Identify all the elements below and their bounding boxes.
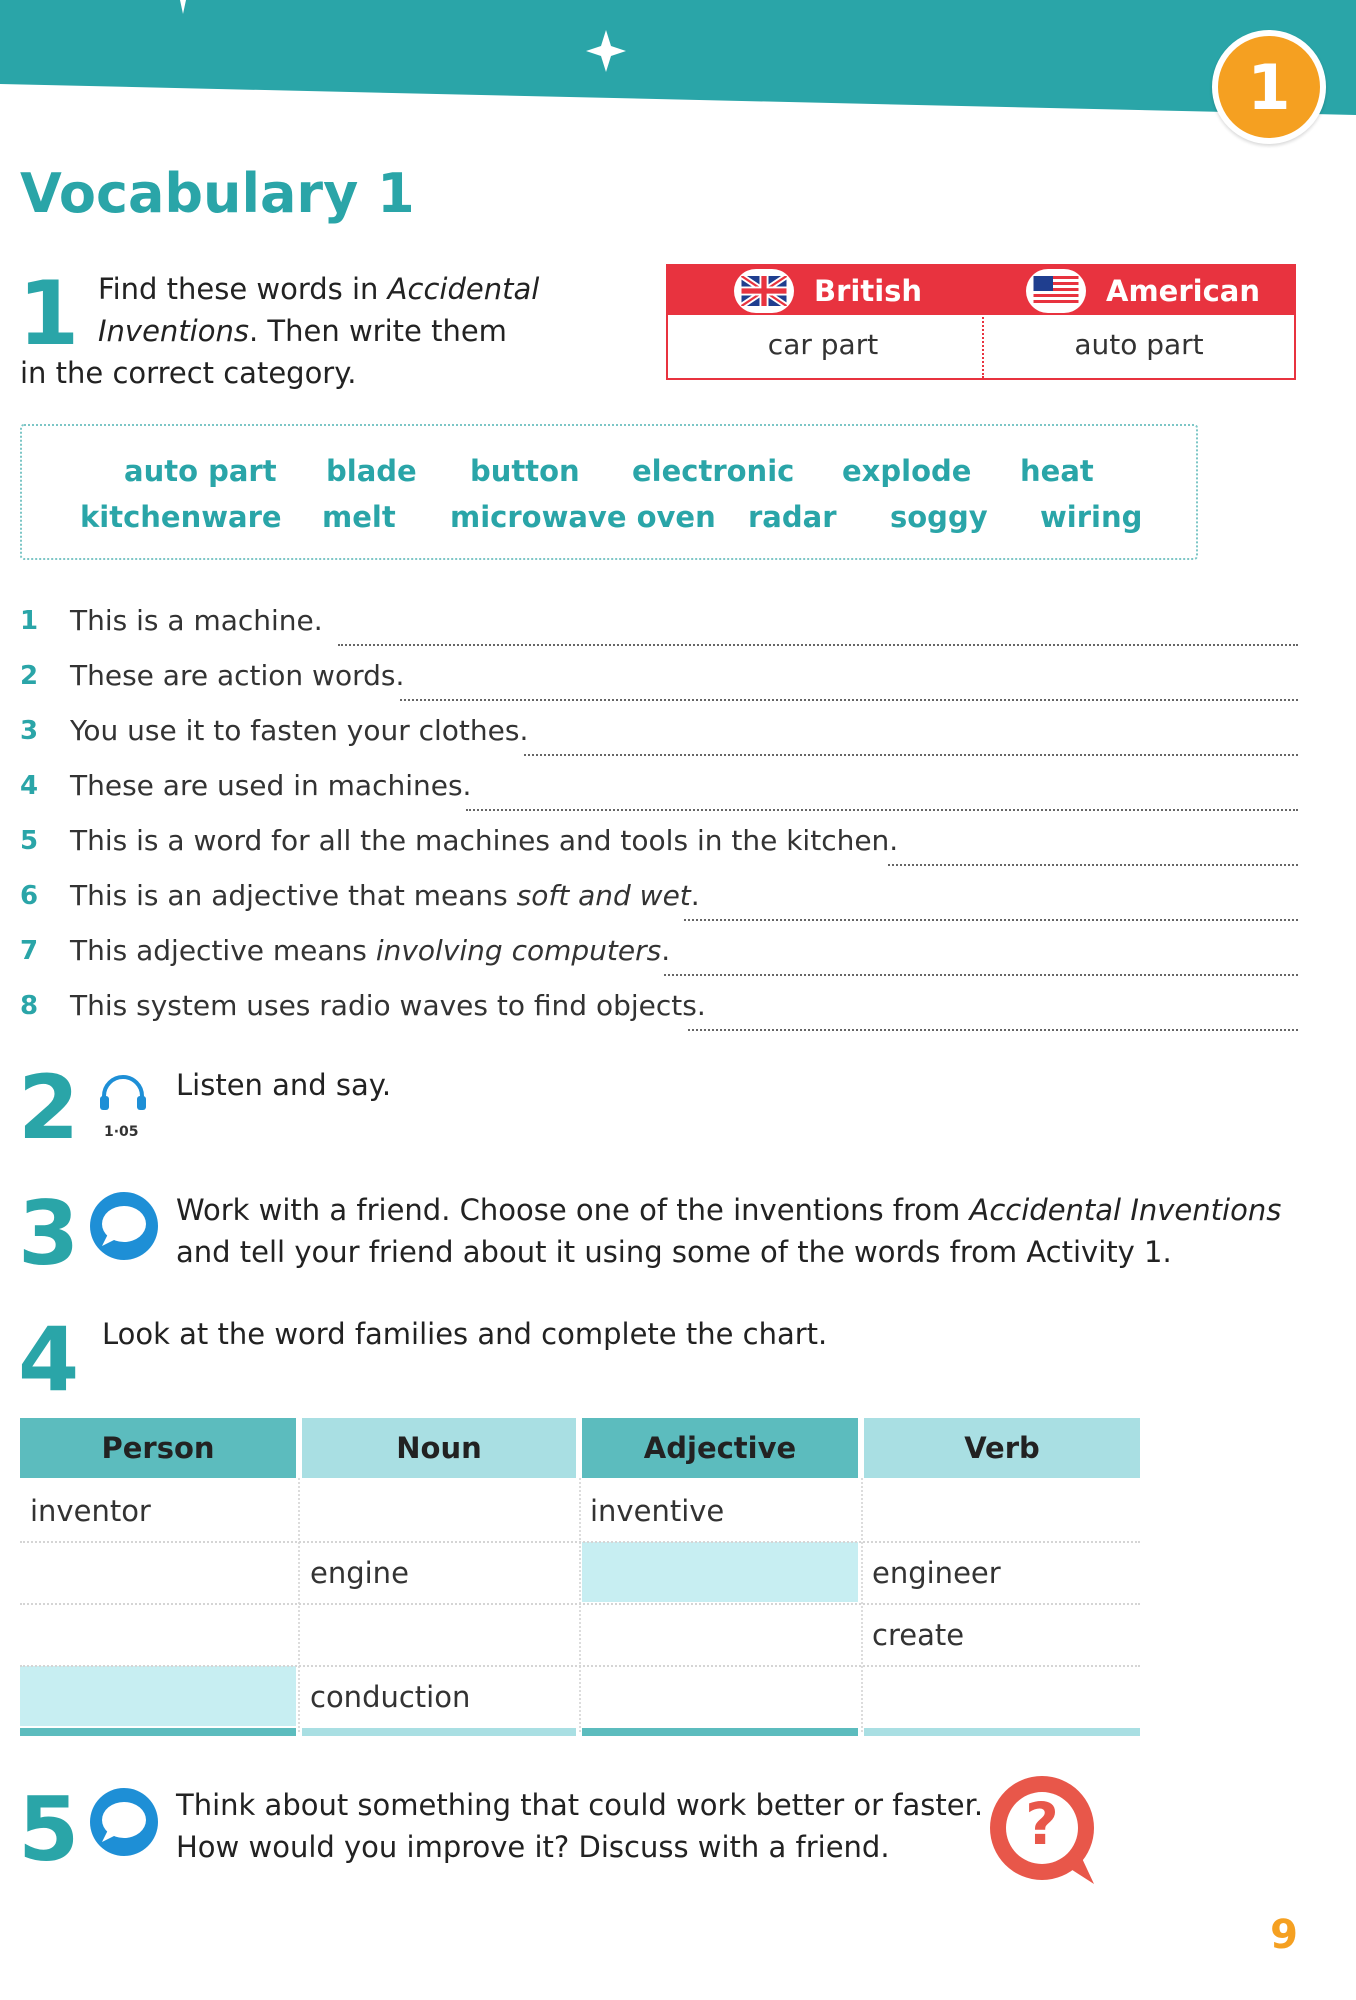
sentence-text: You use it to fasten your clothes. — [70, 714, 529, 747]
activity-1-instruction-line2: Inventions. Then write them — [98, 314, 507, 348]
header-banner — [0, 0, 1356, 125]
row-divider — [20, 1665, 1140, 1667]
answer-line[interactable] — [664, 974, 1298, 976]
activity-1-instruction-line1: Find these words in Accidental — [98, 272, 540, 306]
chart-cell: conduction — [310, 1680, 471, 1714]
sentence-text: This is an adjective that means soft and wet. — [70, 879, 700, 912]
question-mark: ? — [1025, 1790, 1059, 1858]
american-label: American — [1106, 273, 1260, 308]
speech-bubble-icon — [88, 1190, 160, 1266]
sentence-text: This system uses radio waves to find objects. — [70, 989, 706, 1022]
sentence-number: 4 — [20, 771, 39, 801]
sentence-text: These are used in machines. — [70, 769, 472, 802]
answer-line[interactable] — [338, 644, 1298, 646]
chart-header-person: Person — [20, 1418, 296, 1478]
word-bank-item: electronic — [632, 454, 795, 488]
chart-cell: inventive — [590, 1494, 725, 1528]
activity-5-number: 5 — [18, 1778, 80, 1881]
word-bank — [20, 424, 1198, 560]
sentence-text: This is a machine. — [70, 604, 323, 637]
speech-bubble-icon — [88, 1786, 160, 1862]
british-label: British — [814, 273, 923, 308]
chart-header-noun: Noun — [302, 1418, 576, 1478]
chart-footer-bar — [20, 1728, 296, 1736]
answer-line[interactable] — [400, 699, 1298, 701]
word-bank-item: radar — [748, 500, 837, 534]
sentence-text: These are action words. — [70, 659, 405, 692]
us-flag-icon — [1026, 269, 1086, 313]
sentence-number: 6 — [20, 881, 39, 911]
sentence-number: 8 — [20, 991, 39, 1021]
activity-4-instruction: Look at the word families and complete the chart. — [102, 1317, 828, 1351]
chart-header-adjective: Adjective — [582, 1418, 858, 1478]
british-american-box — [666, 264, 1296, 380]
british-word: car part — [767, 328, 879, 361]
word-bank-item: kitchenware — [80, 500, 282, 534]
headphones-icon[interactable] — [98, 1074, 148, 1130]
word-bank-item: microwave oven — [450, 500, 716, 534]
sentence-number: 1 — [20, 606, 39, 636]
answer-line[interactable] — [688, 1029, 1298, 1031]
word-bank-item: explode — [842, 454, 972, 488]
question-bubble-icon — [986, 1776, 1102, 1886]
unit-badge: 1 — [1212, 30, 1326, 144]
sentence-text: This adjective means involving computers. — [70, 934, 671, 967]
answer-line[interactable] — [684, 919, 1298, 921]
page-number: 9 — [1270, 1912, 1298, 1958]
answer-line[interactable] — [524, 754, 1298, 756]
answer-line[interactable] — [888, 864, 1298, 866]
chart-cell: inventor — [30, 1494, 151, 1528]
sentence-number: 2 — [20, 661, 39, 691]
answer-line[interactable] — [466, 809, 1298, 811]
chart-header-verb: Verb — [864, 1418, 1140, 1478]
word-bank-item: auto part — [124, 454, 277, 488]
chart-cell: create — [872, 1618, 965, 1652]
chart-cell: engine — [310, 1556, 409, 1590]
sentence-number: 5 — [20, 826, 39, 856]
page-title: Vocabulary 1 — [20, 162, 415, 225]
british-tag — [734, 268, 922, 313]
activity-3-instruction-line1: Work with a friend. Choose one of the inventions from Accidental Inventions — [176, 1193, 1282, 1227]
activity-2-instruction: Listen and say. — [176, 1068, 392, 1102]
chart-footer-bar — [864, 1728, 1140, 1736]
sentence-number: 7 — [20, 936, 39, 966]
british-american-divider — [982, 266, 984, 378]
american-tag — [1026, 268, 1260, 313]
activity-3-instruction-line2: and tell your friend about it using some of the words from Activity 1. — [176, 1235, 1172, 1269]
uk-flag-icon — [734, 269, 794, 313]
activity-5-instruction-line2: How would you improve it? Discuss with a friend. — [176, 1830, 890, 1864]
activity-3-number: 3 — [18, 1182, 80, 1285]
column-divider — [579, 1478, 581, 1732]
word-bank-item: wiring — [1040, 500, 1143, 534]
chart-cell: engineer — [872, 1556, 1001, 1590]
column-divider — [298, 1478, 300, 1732]
chart-footer-bar — [302, 1728, 576, 1736]
word-bank-item: button — [470, 454, 580, 488]
sentence-number: 3 — [20, 716, 39, 746]
activity-4-number: 4 — [18, 1308, 80, 1411]
word-bank-item: melt — [322, 500, 396, 534]
row-divider — [20, 1541, 1140, 1543]
chart-footer-bar — [582, 1728, 858, 1736]
audio-track-number: 1·05 — [104, 1124, 139, 1140]
activity-1-number: 1 — [18, 262, 80, 365]
activity-1-instruction-line3: in the correct category. — [20, 356, 357, 390]
word-bank-item: soggy — [890, 500, 988, 534]
activity-2-number: 2 — [18, 1056, 80, 1159]
sentence-text: This is a word for all the machines and tools in the kitchen. — [70, 824, 899, 857]
shaded-cell — [20, 1666, 296, 1726]
word-bank-item: heat — [1020, 454, 1094, 488]
row-divider — [20, 1603, 1140, 1605]
word-bank-item: blade — [326, 454, 417, 488]
column-divider — [861, 1478, 863, 1732]
american-word: auto part — [1074, 328, 1204, 361]
shaded-cell — [582, 1542, 858, 1602]
activity-5-instruction-line1: Think about something that could work better or faster. — [176, 1788, 984, 1822]
